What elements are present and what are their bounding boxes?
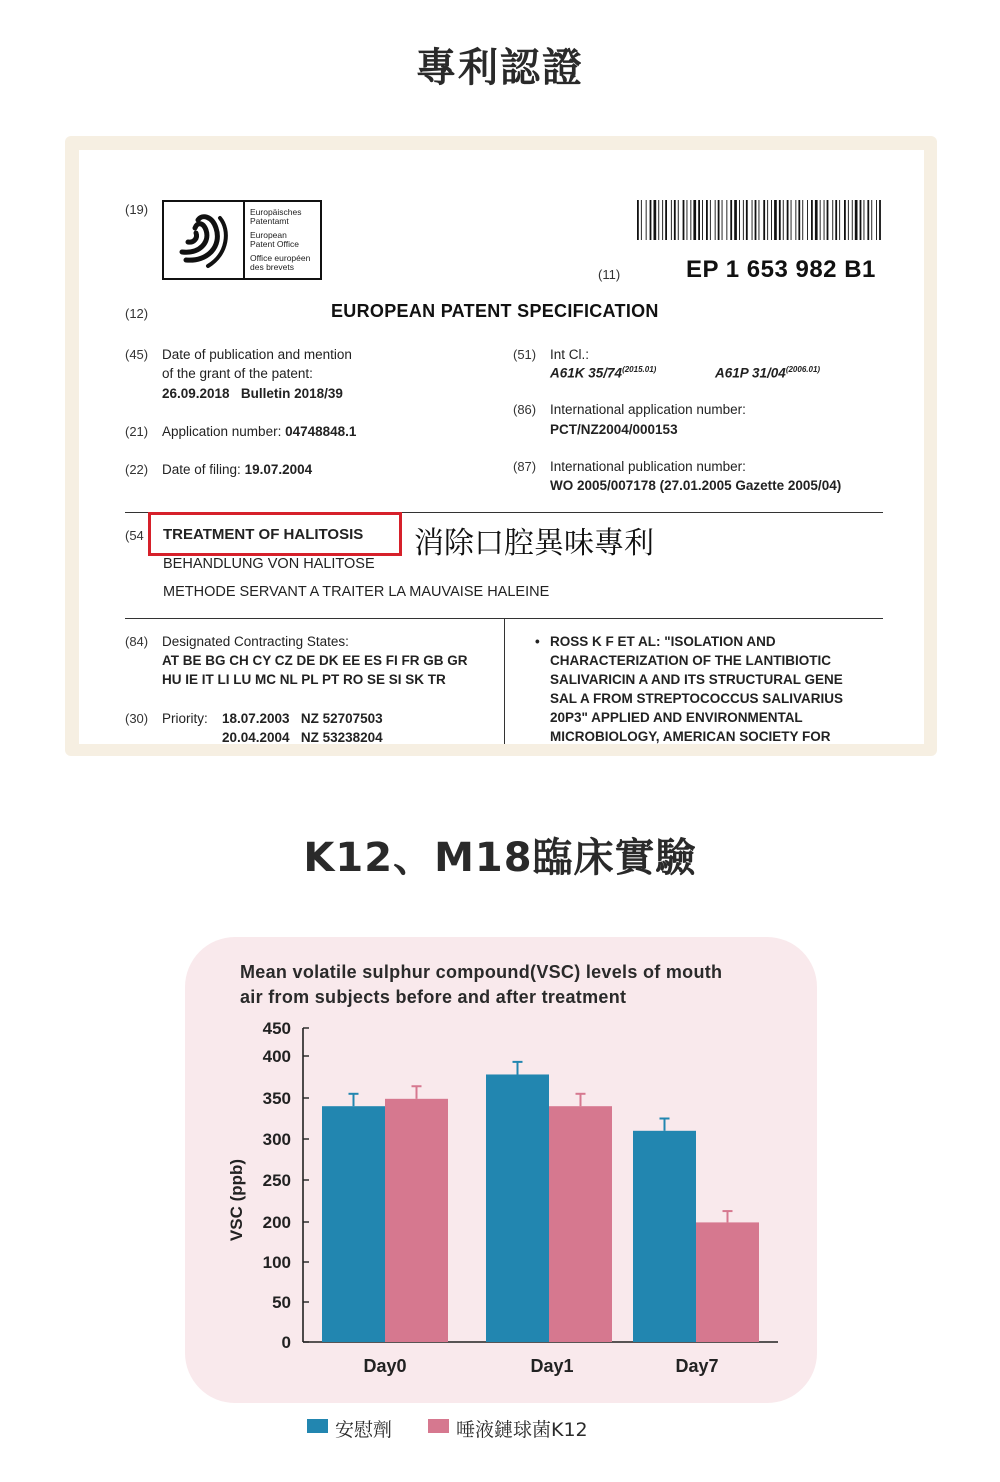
logo-text-3: European	[250, 230, 287, 240]
barcode-bar	[860, 200, 862, 240]
y-tick-label: 50	[272, 1293, 291, 1312]
barcode-bar	[650, 200, 652, 240]
barcode-bar	[876, 200, 877, 240]
barcode-bar	[839, 200, 840, 240]
highlight-box	[148, 512, 402, 556]
f45-label-1: Date of publication and mention	[162, 347, 352, 362]
epo-logo-icon	[164, 202, 242, 278]
logo-text-1: Europäisches	[250, 207, 302, 217]
legend-placebo: 安慰劑	[335, 1419, 393, 1441]
f30-line-2: 20.04.2004 NZ 53238204	[222, 730, 383, 744]
chart-title-line-1: Mean volatile sulphur compound(VSC) levels of mouth	[240, 962, 723, 982]
f84-code: (84)	[125, 634, 149, 649]
patent-document	[79, 150, 924, 744]
legend-k12: 唾液鏈球菌K12	[456, 1419, 588, 1441]
f87-value: WO 2005/007178 (27.01.2005 Gazette 2005/04)	[550, 478, 842, 493]
f87-label: International publication number:	[550, 459, 746, 474]
f21-value: 04748848.1	[285, 424, 357, 439]
barcode-bar	[879, 200, 881, 240]
f30-code: (30)	[125, 711, 149, 726]
barcode-bar	[662, 200, 663, 240]
barcode-bar	[746, 200, 748, 240]
spec-code: (12)	[125, 306, 149, 321]
barcode-bar	[743, 200, 744, 240]
y-tick-label: 350	[262, 1089, 291, 1108]
f45-value: 26.09.2018 Bulletin 2018/39	[162, 386, 343, 401]
barcode-bar	[811, 200, 813, 240]
barcode-bar	[690, 200, 691, 240]
f51-label: Int Cl.:	[550, 347, 590, 362]
barcode-bar	[815, 200, 818, 240]
barcode-bar	[798, 200, 800, 240]
barcode-bar	[641, 200, 642, 240]
barcode-bar	[687, 200, 688, 240]
doc-code: (19)	[125, 202, 149, 217]
barcode-bar	[654, 200, 657, 240]
title-en: TREATMENT OF HALITOSIS	[163, 526, 364, 543]
y-tick-label: 400	[262, 1047, 291, 1066]
patent-section-title: 專利認證	[416, 45, 584, 91]
reference-line: 20P3" APPLIED AND ENVIRONMENTAL	[550, 710, 803, 725]
y-tick-label: 0	[281, 1333, 291, 1352]
barcode-bar	[739, 200, 740, 240]
f51-class-1	[550, 365, 656, 381]
barcode-bar	[871, 200, 872, 240]
barcode-bar	[734, 200, 737, 240]
x-tick-label: Day1	[530, 1356, 574, 1376]
column-divider	[504, 618, 505, 744]
barcode-bar	[698, 200, 700, 240]
barcode-bar	[795, 200, 796, 240]
title-note-zh: 消除口腔異味專利	[414, 526, 654, 561]
f51-class-2	[715, 365, 820, 381]
logo-text-4: Patent Office	[250, 239, 299, 249]
barcode-bar	[820, 200, 821, 240]
barcode-bar	[852, 200, 853, 240]
f84-line-2: HU IE IT LI LU MC NL PL PT RO SE SI SK TR	[162, 672, 446, 687]
f86-label: International application number:	[550, 402, 746, 417]
barcode-bar	[802, 200, 803, 240]
barcode-bar	[779, 200, 781, 240]
f22-value: 19.07.2004	[244, 462, 313, 477]
barcode-bar	[674, 200, 676, 240]
barcode-bar	[683, 200, 685, 240]
f54-code: (54	[125, 528, 144, 543]
logo-text-5: Office européen	[250, 253, 311, 263]
chart-title	[240, 960, 780, 1010]
title-de: BEHANDLUNG VON HALITOSE	[163, 556, 375, 572]
epo-logo	[162, 200, 322, 280]
barcode-bar	[835, 200, 837, 240]
barcode-bar	[771, 200, 772, 240]
barcode-bar	[718, 200, 720, 240]
reference-bullet: •	[535, 634, 540, 649]
pub-code: (11)	[598, 267, 621, 282]
barcode-bar	[715, 200, 716, 240]
f84-label: Designated Contracting States:	[162, 634, 349, 649]
f22-field	[162, 462, 312, 477]
f51-class-1-sup: (2015.01)	[622, 365, 657, 374]
x-tick-label: Day7	[675, 1356, 719, 1376]
f30-line-1: 18.07.2003 NZ 52707503	[222, 711, 383, 726]
patent-number: EP 1 653 982 B1	[686, 256, 876, 283]
f22-code: (22)	[125, 462, 149, 477]
f22-label: Date of filing:	[162, 462, 241, 477]
barcode-bar	[763, 200, 765, 240]
f21-field	[162, 424, 356, 439]
f87-code: (87)	[513, 459, 537, 474]
barcode-bar	[722, 200, 723, 240]
barcode-bar	[665, 200, 667, 240]
spec-title: EUROPEAN PATENT SPECIFICATION	[331, 301, 659, 321]
y-tick-label: 100	[262, 1253, 291, 1272]
barcode-bar	[759, 200, 760, 240]
barcode-bar	[755, 200, 757, 240]
barcode-bar	[671, 200, 672, 240]
f51-class-2-sup: (2006.01)	[785, 365, 821, 374]
barcode-bar	[864, 200, 865, 240]
y-tick-label: 300	[262, 1130, 291, 1149]
f45-code: (45)	[125, 347, 149, 362]
logo-text-6: des brevets	[250, 262, 294, 272]
barcode-bar	[730, 200, 732, 240]
f84-line-1: AT BE BG CH CY CZ DE DK EE ES FI FR GB GR	[162, 653, 468, 668]
reference-line: CHARACTERIZATION OF THE LANTIBIOTIC	[550, 653, 831, 668]
f86-code: (86)	[513, 402, 537, 417]
y-tick-label: 450	[262, 1019, 291, 1038]
logo-text-2: Patentamt	[250, 216, 289, 226]
barcode-bar	[646, 200, 647, 240]
legend-swatch-placebo	[307, 1419, 328, 1433]
barcode-bar	[706, 200, 708, 240]
f51-class-1-text: A61K 35/74	[550, 365, 623, 381]
barcode-bar	[658, 200, 659, 240]
y-tick-label: 250	[262, 1171, 291, 1190]
f51-code: (51)	[513, 347, 537, 362]
barcode-bar	[807, 200, 808, 240]
barcode-bar	[824, 200, 825, 240]
clinical-section-title: K12、M18臨床實驗	[303, 835, 697, 881]
barcode-bar	[678, 200, 679, 240]
barcode-bar	[752, 200, 753, 240]
barcode-bar	[855, 200, 858, 240]
barcode-bar	[787, 200, 789, 240]
barcode-bar	[637, 200, 639, 240]
barcode-bar	[726, 200, 727, 240]
barcode-bar	[710, 200, 711, 240]
reference-line: MICROBIOLOGY, AMERICAN SOCIETY FOR	[550, 729, 831, 744]
reference-line: SALIVARICIN A AND ITS STRUCTURAL GENE	[550, 672, 843, 687]
barcode-bar	[693, 200, 696, 240]
barcode-bar	[867, 200, 869, 240]
f51-class-2-text: A61P 31/04	[715, 365, 786, 381]
barcode-bar	[832, 200, 833, 240]
barcode-bar	[791, 200, 792, 240]
barcode-bar	[767, 200, 768, 240]
y-axis-label: VSC (ppb)	[227, 1158, 246, 1242]
f45-label-2: of the grant of the patent:	[162, 366, 313, 381]
f21-code: (21)	[125, 424, 149, 439]
barcode-bar	[783, 200, 784, 240]
barcode-bar	[774, 200, 777, 240]
y-tick-label: 200	[262, 1213, 291, 1232]
barcode-bar	[702, 200, 703, 240]
legend-swatch-k12	[428, 1419, 449, 1433]
barcode-bar	[844, 200, 846, 240]
f21-label: Application number:	[162, 424, 282, 439]
barcode-bar	[827, 200, 829, 240]
title-fr: METHODE SERVANT A TRAITER LA MAUVAISE HALEINE	[163, 584, 550, 600]
barcode-icon	[637, 200, 882, 240]
f30-label: Priority:	[162, 711, 208, 726]
barcode-bar	[848, 200, 849, 240]
reference-line: ROSS K F ET AL: "ISOLATION AND	[550, 634, 776, 649]
x-tick-label: Day0	[363, 1356, 407, 1376]
f86-value: PCT/NZ2004/000153	[550, 422, 678, 437]
reference-line: SAL A FROM STREPTOCOCCUS SALIVARIUS	[550, 691, 844, 706]
chart-title-line-2: air from subjects before and after treatment	[240, 987, 627, 1007]
